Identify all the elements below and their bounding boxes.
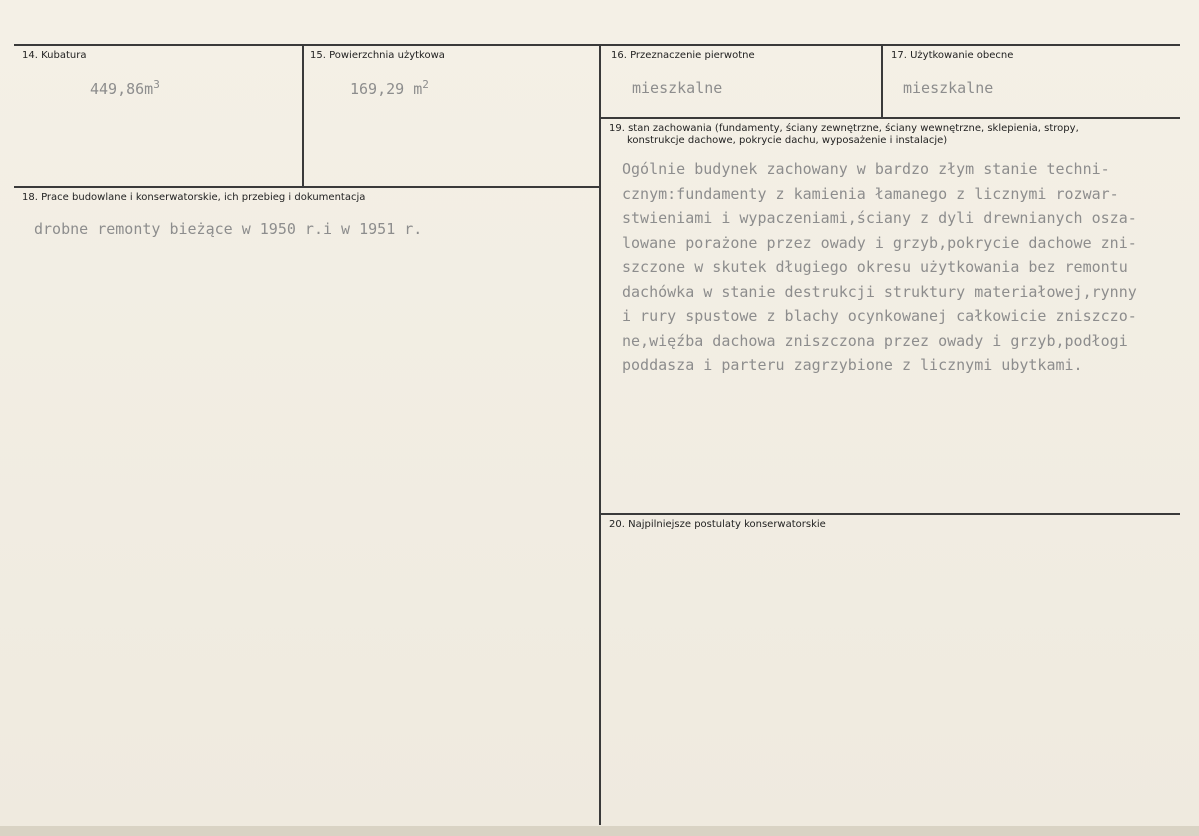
line-above-18 [14, 186, 600, 188]
field-16-label: 16. Przeznaczenie pierwotne [611, 50, 755, 61]
top-border-line [14, 44, 1180, 46]
field-19-line: poddasza i parteru zagrzybione z licznymi ubytkami. [622, 356, 1083, 374]
field-19-line: ne,więźba dachowa zniszczona przez owady i grzyb,podłogi [622, 331, 1128, 350]
scan-bottom-edge [0, 826, 1199, 836]
field-18-value: drobne remonty bieżące w 1950 r.i w 1951 r. [34, 220, 423, 238]
field-15-value [350, 80, 429, 98]
field-19-line: dachówka w stanie destrukcji struktury materiałowej,rynny [622, 282, 1137, 301]
field-14-label: 14. Kubatura [22, 50, 87, 61]
divider-14-15 [302, 45, 304, 186]
field-19-line: szczone w skutek długiego okresu użytkowania bez remontu [622, 258, 1128, 276]
field-19-label-line2: konstrukcje dachowe, pokrycie dachu, wyposażenie i instalacje) [627, 135, 948, 146]
field-20-label: 20. Najpilniejsze postulaty konserwatorskie [609, 519, 826, 530]
field-19-line: stwieniami i wypaczeniami,ściany z dyli drewnianych osza- [622, 209, 1137, 227]
field-19-label-line1: 19. stan zachowania (fundamenty, ściany zewnętrzne, ściany wewnętrzne, sklepienia, stropy, [609, 123, 1079, 134]
field-14-number: 449,86m [90, 80, 154, 98]
field-19-line: cznym:fundamenty z kamienia łamanego z licznymi rozwar- [622, 184, 1119, 203]
field-15-number: 169,29 m [350, 80, 423, 98]
field-17-value: mieszkalne [903, 79, 994, 97]
field-15-unit-sup: 2 [422, 78, 429, 91]
field-18-label: 18. Prace budowlane i konserwatorskie, ich przebieg i dokumentacja [22, 192, 366, 203]
field-15-label: 15. Powierzchnia użytkowa [310, 50, 445, 61]
field-19-text [622, 157, 1137, 378]
line-above-20 [600, 513, 1180, 515]
divider-left-right [599, 45, 601, 825]
line-above-19 [600, 117, 1180, 119]
field-14-unit-sup: 3 [153, 78, 160, 91]
field-19-line: Ogólnie budynek zachowany w bardzo złym stanie techni- [622, 160, 1110, 178]
divider-16-17 [881, 45, 883, 117]
field-16-value: mieszkalne [632, 79, 723, 97]
field-19-line: i rury spustowe z blachy ocynkowanej całkowicie zniszczo- [622, 307, 1137, 325]
field-17-label: 17. Użytkowanie obecne [891, 50, 1014, 61]
field-19-line: lowane porażone przez owady i grzyb,pokrycie dachowe zni- [622, 233, 1137, 252]
field-14-value [90, 80, 160, 98]
